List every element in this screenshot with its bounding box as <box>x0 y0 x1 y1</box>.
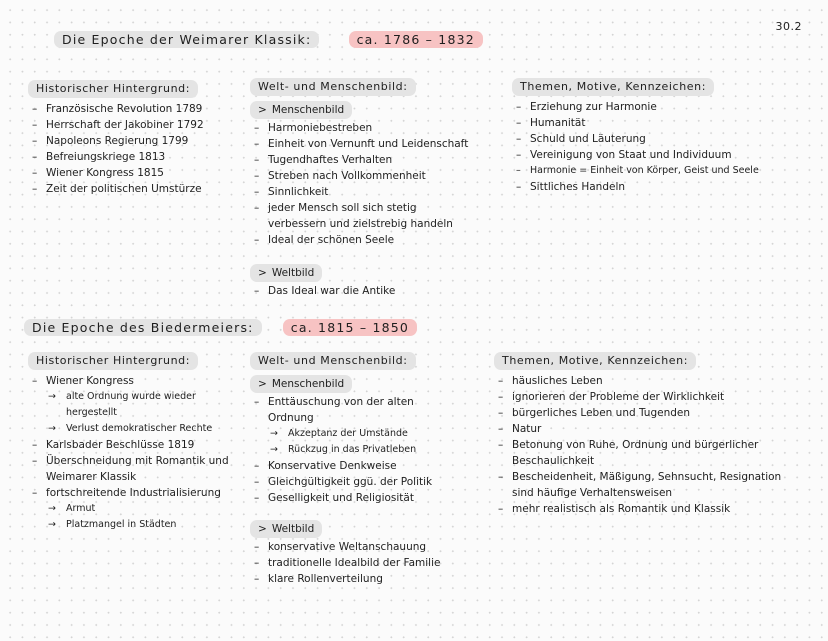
klassik-weltbild-list <box>250 283 490 299</box>
klassik-weltbild-heading: Welt- und Menschenbild: <box>250 78 416 96</box>
list-item: – Karlsbader Beschlüsse 1819 <box>28 437 243 453</box>
list-subitem: → Akzeptanz der Umstände <box>250 426 485 442</box>
biedermeier-menschenbild-subheading <box>250 375 352 393</box>
list-item: – Sinnlichkeit <box>250 184 490 200</box>
klassik-historisch-section <box>28 80 238 197</box>
list-item: – Wiener Kongress <box>28 373 243 389</box>
biedermeier-weltbild-section <box>250 352 485 587</box>
biedermeier-historisch-heading: Historischer Hintergrund: <box>28 352 198 370</box>
biedermeier-menschenbild-label: Menschenbild <box>271 378 345 390</box>
biedermeier-historisch-sublist-1 <box>28 389 243 437</box>
list-item: – Gleichgültigkeit ggü. der Politik <box>250 474 485 490</box>
biedermeier-historisch-section <box>28 352 243 533</box>
list-item: – Streben nach Vollkommenheit <box>250 168 490 184</box>
klassik-weltbild-section <box>250 78 490 299</box>
list-item: – Einheit von Vernunft und Leidenschaft <box>250 136 490 152</box>
list-item: – Zeit der politischen Umstürze <box>28 181 238 197</box>
list-subitem: → Rückzug in das Privatleben <box>250 442 485 458</box>
list-item: – Geselligkeit und Religiosität <box>250 490 485 506</box>
biedermeier-weltbild-heading: Welt- und Menschenbild: <box>250 352 416 370</box>
list-item: – Konservative Denkweise <box>250 458 485 474</box>
list-item: – Bescheidenheit, Mäßigung, Sehnsucht, Resignation sind häufige Verhaltensweisen <box>494 469 797 501</box>
klassik-themen-heading: Themen, Motive, Kennzeichen: <box>512 78 714 96</box>
list-item: – Betonung von Ruhe, Ordnung und bürgerlicher Beschaulichkeit <box>494 437 782 469</box>
klassik-historisch-list <box>28 101 238 197</box>
list-item: – Herrschaft der Jakobiner 1792 <box>28 117 238 133</box>
biedermeier-menschenbild-list <box>250 394 485 426</box>
list-item: – Natur <box>494 421 804 437</box>
list-item: – Humanität <box>512 115 812 131</box>
biedermeier-weltbild-list <box>250 539 485 587</box>
klassik-historisch-heading: Historischer Hintergrund: <box>28 80 198 98</box>
list-subitem: → alte Ordnung wurde wieder hergestellt <box>28 389 236 421</box>
biedermeier-weltbild-subheading <box>250 520 322 538</box>
biedermeier-dates: ca. 1815 – 1850 <box>283 319 417 336</box>
list-item: – Erziehung zur Harmonie <box>512 99 812 115</box>
list-item: – Harmonie = Einheit von Körper, Geist und Seele <box>512 163 812 179</box>
chevron-right-icon: > <box>258 104 267 116</box>
biedermeier-weltbild-label: Weltbild <box>271 523 315 535</box>
list-item: – klare Rollenverteilung <box>250 571 485 587</box>
klassik-themen-section <box>512 78 812 195</box>
klassik-weltbild-subheading <box>250 264 322 282</box>
klassik-menschenbild-subheading <box>250 101 352 119</box>
list-item: – bürgerliches Leben und Tugenden <box>494 405 804 421</box>
list-item: – Ideal der schönen Seele <box>250 232 490 248</box>
chevron-right-icon: > <box>258 523 267 535</box>
list-item: – Überschneidung mit Romantik und Weimarer Klassik <box>28 453 231 485</box>
klassik-dates: ca. 1786 – 1832 <box>349 31 483 48</box>
list-subitem: → Platzmangel in Städten <box>28 517 243 533</box>
biedermeier-title: Die Epoche des Biedermeiers: <box>24 319 262 336</box>
biedermeier-menschenbild-list-2 <box>250 458 485 506</box>
list-item: – konservative Weltanschauung <box>250 539 485 555</box>
klassik-title-row <box>54 32 483 47</box>
klassik-themen-list <box>512 99 812 195</box>
list-item: – Enttäuschung von der alten Ordnung <box>250 394 443 426</box>
chevron-right-icon: > <box>258 267 267 279</box>
chevron-right-icon: > <box>258 378 267 390</box>
klassik-menschenbild-label: Menschenbild <box>271 104 345 116</box>
klassik-menschenbild-list <box>250 120 490 248</box>
list-item: – Napoleons Regierung 1799 <box>28 133 238 149</box>
list-item: – ignorieren der Probleme der Wirklichkeit <box>494 389 804 405</box>
biedermeier-historisch-sublist-2 <box>28 501 243 533</box>
biedermeier-historisch-list <box>28 373 243 389</box>
biedermeier-themen-heading: Themen, Motive, Kennzeichen: <box>494 352 696 370</box>
list-item: – mehr realistisch als Romantik und Klassik <box>494 501 804 517</box>
list-item: – Vereinigung von Staat und Individuum <box>512 147 812 163</box>
biedermeier-themen-section <box>494 352 804 517</box>
biedermeier-themen-list <box>494 373 804 517</box>
list-item: – Das Ideal war die Antike <box>250 283 490 299</box>
list-item: – traditionelle Idealbild der Familie <box>250 555 485 571</box>
list-item: – Tugendhaftes Verhalten <box>250 152 490 168</box>
list-item: – fortschreitende Industrialisierung <box>28 485 243 501</box>
biedermeier-menschenbild-sublist <box>250 426 485 458</box>
list-item: – Wiener Kongress 1815 <box>28 165 238 181</box>
list-item: – Harmoniebestreben <box>250 120 490 136</box>
klassik-title: Die Epoche der Weimarer Klassik: <box>54 31 319 48</box>
page-number: 30.2 <box>775 20 802 33</box>
list-item: – Französische Revolution 1789 <box>28 101 238 117</box>
klassik-weltbild-label: Weltbild <box>271 267 315 279</box>
list-item: – Schuld und Läuterung <box>512 131 812 147</box>
list-item: – häusliches Leben <box>494 373 804 389</box>
biedermeier-historisch-list-2 <box>28 437 243 501</box>
list-item: – Befreiungskriege 1813 <box>28 149 238 165</box>
list-subitem: → Verlust demokratischer Rechte <box>28 421 243 437</box>
list-item: – jeder Mensch soll sich stetig verbessern und zielstrebig handeln <box>250 200 468 232</box>
list-item: – Sittliches Handeln <box>512 179 812 195</box>
biedermeier-title-row <box>24 320 417 335</box>
list-subitem: → Armut <box>28 501 243 517</box>
